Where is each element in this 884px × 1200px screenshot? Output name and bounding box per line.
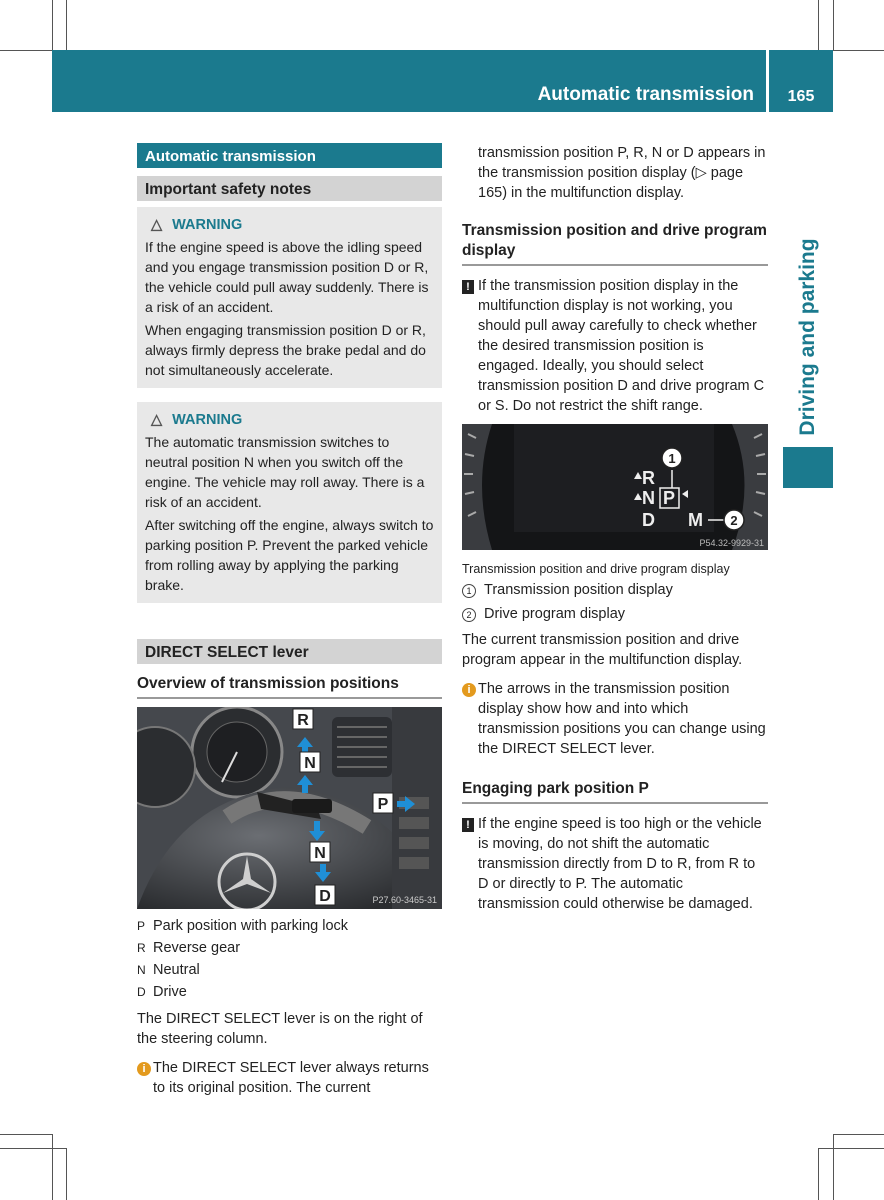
display-letter-p: P [663,488,676,508]
left-column [137,143,442,1098]
warning-label: WARNING [172,412,243,428]
crop-mark [818,1148,884,1149]
park-heading: Engaging park position P [462,779,768,804]
crop-mark [833,0,834,50]
display-letter-d: D [642,510,655,530]
crop-mark [818,0,819,50]
legend-item: R Reverse gear [137,940,241,956]
info-text: The arrows in the transmission position display show how and into which transmission positions you can change using the DIRECT SELECT lever. [478,681,766,757]
multifunction-display-illustration [462,424,768,550]
crop-mark [0,1134,52,1135]
image-caption: Transmission position and drive program display [462,562,730,576]
display-letter-m: M [688,510,703,530]
warning-box-1 [137,207,442,388]
info-icon: i [137,1062,151,1076]
warning-icon: △ [151,217,163,233]
safety-notes-title: Important safety notes [137,176,442,201]
legend-item: N Neutral [137,962,200,978]
warning-label: WARNING [172,217,243,233]
callout-2: 2 [730,513,738,528]
info-note [137,1058,442,1098]
body-paragraph: The DIRECT SELECT lever is on the right of the steering column. [137,1011,423,1047]
side-tab [783,232,833,442]
warning-box-2 [137,402,442,603]
overview-heading: Overview of transmission positions [137,674,442,699]
crop-mark [818,1148,819,1200]
crop-mark [52,0,53,50]
crop-mark [66,1148,67,1200]
warning-icon: △ [151,412,163,428]
display-letter-n: N [642,488,655,508]
right-column [462,143,768,914]
side-tab-marker [783,447,833,488]
gear-label-d: D [319,888,331,905]
image-code: P54.32-9929-31 [699,538,764,548]
image-code: P27.60-3465-31 [372,895,437,905]
caution-icon: ! [462,818,474,832]
caution-note [462,814,768,914]
steering-wheel-image [137,707,442,909]
crop-mark [52,1134,53,1200]
info-text: The DIRECT SELECT lever always returns to its original position. The current [153,1060,429,1096]
warning-text: If the engine speed is above the idling speed and you engage transmission position D or R, the vehicle could pull away suddenly. There is a risk of an accident. [145,239,429,315]
warning-text: When engaging transmission position D or R, always firmly depress the brake pedal and do not simultaneously accelerate. [145,322,426,378]
section-title: Automatic transmission [137,143,442,168]
body-paragraph: The current transmission position and drive program appear in the multifunction display. [462,632,743,668]
crop-mark [66,0,67,50]
steering-wheel-illustration [137,707,442,909]
callout-item: 2 Drive program display [462,602,768,626]
header-title: Automatic transmission [537,84,754,105]
gear-label-p: P [377,796,389,813]
caution-note [462,276,768,416]
caution-icon: ! [462,280,474,294]
caution-text: If the engine speed is too high or the vehicle is moving, do not shift the automatic transmission directly from D to R, from R to D or directly to P. The automatic transmission could otherwise be damaged. [478,816,762,912]
callout-item: 1 Transmission position display [462,578,768,602]
direct-select-title: DIRECT SELECT lever [137,639,442,664]
gear-label-n2: N [314,845,326,862]
crop-mark [833,1134,834,1200]
callout-1: 1 [668,451,676,466]
warning-text: After switching off the engine, always switch to parking position P. Prevent the parked vehicle from rolling away by applying the parking brake. [145,517,434,593]
crop-mark [833,1134,884,1135]
info-note [462,679,768,759]
crop-mark [833,50,884,51]
display-heading: Transmission position and drive program display [462,221,768,266]
caution-text: If the transmission position display in the multifunction display is not working, you should pull away carefully to check whether the desired transmission position is engaged. Ideally, you should select transmission position D and drive program C or S. Do not restrict the shift range. [478,278,765,414]
info-icon: i [462,683,476,697]
display-letter-r: R [642,468,655,488]
page-number: 165 [787,88,815,105]
legend-item: D Drive [137,984,187,1000]
display-image [462,424,768,550]
gear-label-r: R [297,712,309,729]
continued-text: transmission position P, R, N or D appears in the transmission position display (▷ page 165) in the multifunction display. [478,145,766,201]
side-tab-label: Driving and parking [796,238,819,436]
legend-item: P Park position with parking lock [137,918,349,934]
warning-text: The automatic transmission switches to neutral position N when you switch off the engine. The vehicle may roll away. There is a risk of an accident. [145,434,425,510]
crop-mark [0,1148,66,1149]
crop-mark [0,50,52,51]
gear-label-n: N [304,755,316,772]
